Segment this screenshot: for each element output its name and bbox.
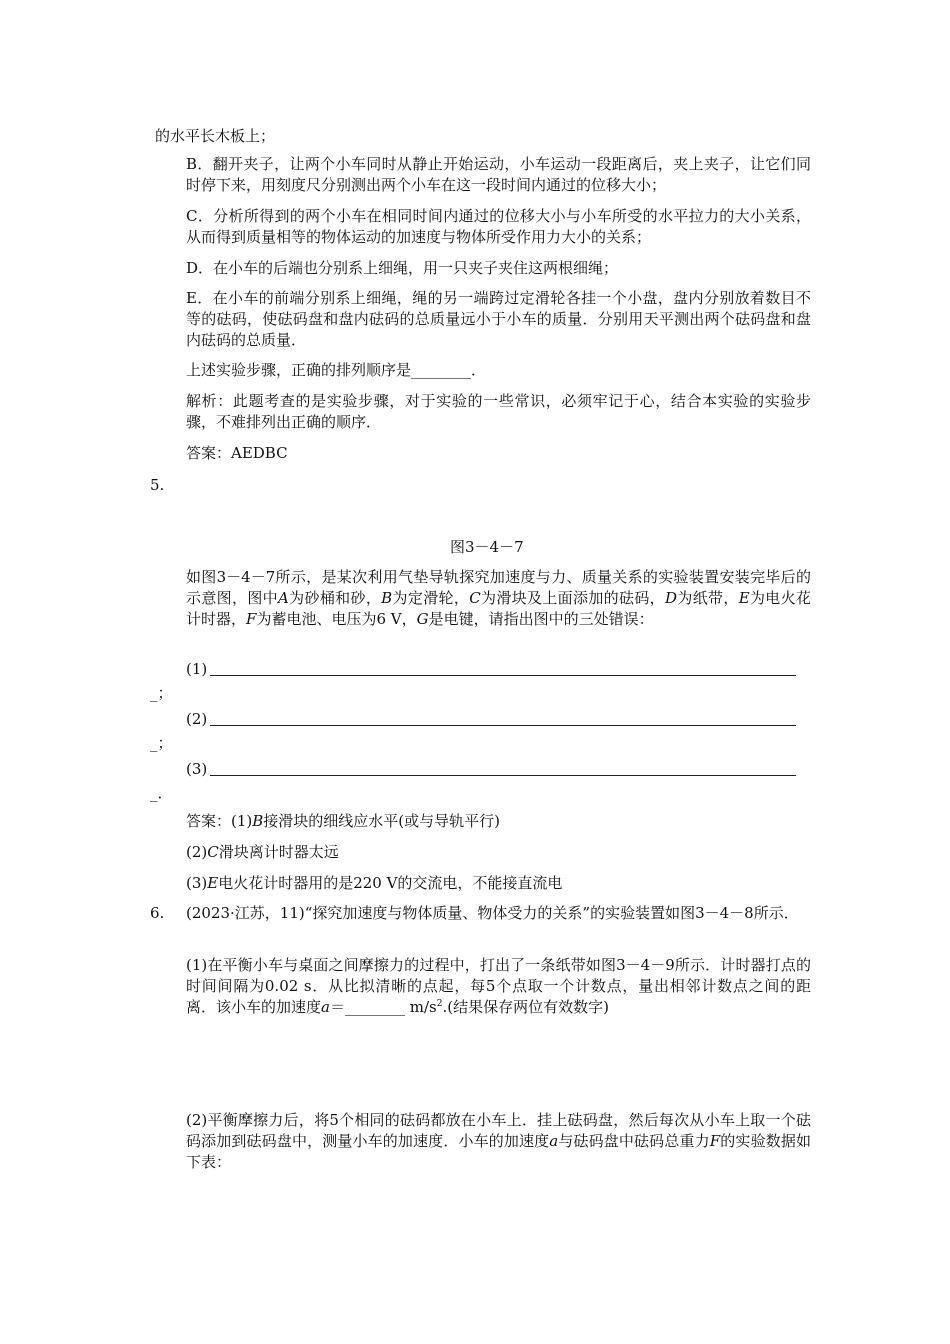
q6-part-2: (2)平衡摩擦力后，将5个相同的砝码都放在小车上．挂上砝码盘，然后每次从小车上取一个砝码添加到砝码盘中，测量小车的加速度．小车的加速度a与砝码盘中砝码总重力F的实验数据如下表： xyxy=(186,1111,811,1171)
q5-blank-2-label: (2) xyxy=(186,710,208,728)
q4-step-e: E．在小车的前端分别系上细绳，绳的另一端跨过定滑轮各挂一个小盘，盘内分别放着数目不等的砝码，使砝码盘和盘内砝码的总质量远小于小车的质量．分别用天平测出两个砝码盘和盘内砝码的总质量． xyxy=(186,289,811,349)
q5-number: 5. xyxy=(150,476,165,494)
q4-step-c: C．分析所得到的两个小车在相同时间内通过的位移大小与小车所受的水平拉力的大小关系，从而得到质量相等的物体运动的加速度与物体所受作用力大小的关系； xyxy=(186,207,811,246)
q5-blank-3-end: _． xyxy=(150,784,173,802)
q5-answer-1: 答案：(1)B接滑块的细线应水平(或与导轨平行) xyxy=(186,812,500,830)
q4-answer: 答案：AEDBC xyxy=(186,444,288,462)
q6-number: 6. xyxy=(150,904,165,922)
q5-blank-2-line[interactable] xyxy=(210,725,796,726)
q5-answer-3: (3)E电火花计时器用的是220 V的交流电，不能接直流电 xyxy=(186,874,563,892)
q5-blank-3-label: (3) xyxy=(186,760,208,778)
q4-step-b: B．翻开夹子，让两个小车同时从静止开始运动，小车运动一段距离后，夹上夹子，让它们同时停下来，用刻度尺分别测出两个小车在这一段时间内通过的位移大小； xyxy=(186,155,811,194)
q5-blank-2-end: _； xyxy=(150,734,173,752)
q4-analysis: 解析：此题考查的是实验步骤，对于实验的一些常识，必须牢记于心，结合本实验的实验步骤，不难排列出正确的顺序． xyxy=(186,392,811,431)
q5-blank-3-line[interactable] xyxy=(210,775,796,776)
q5-blank-1-end: _； xyxy=(150,684,173,702)
q4-question: 上述实验步骤，正确的排列顺序是________． xyxy=(186,361,487,379)
q4-step-d: D．在小车的后端也分别系上细绳，用一只夹子夹住这两根细绳； xyxy=(186,259,619,277)
q5-blank-1-label: (1) xyxy=(186,660,208,678)
q5-answer-2: (2)C滑块离计时器太远 xyxy=(186,843,339,861)
q5-stem: 如图3－4－7所示，是某次利用气垫导轨探究加速度与力、质量关系的实验装置安装完毕后的示意图，图中A为砂桶和砂，B为定滑轮，C为滑块及上面添加的砝码，D为纸带，E为电火花计时器，F为蓄电池、电压为6 V，G是电键，请指出图中的三处错误： xyxy=(186,568,811,628)
q5-figure-caption: 图3－4－7 xyxy=(450,538,524,556)
q4-line-continuation: 的水平长木板上； xyxy=(155,127,276,145)
q6-stem: (2023·江苏，11)“探究加速度与物体质量、物体受力的关系”的实验装置如图3－4－8所示． xyxy=(186,904,799,922)
q6-part-1: (1)在平衡小车与桌面之间摩擦力的过程中，打出了一条纸带如图3－4－9所示．计时器打点的时间间隔为0.02 s．从比拟清晰的点起，每5个点取一个计数点，量出相邻计数点之间的距离．该小车的加速度a＝________ $m/s^2$.(结果保存两位有效数字) xyxy=(186,956,811,1016)
q5-blank-1-line[interactable] xyxy=(210,675,796,676)
